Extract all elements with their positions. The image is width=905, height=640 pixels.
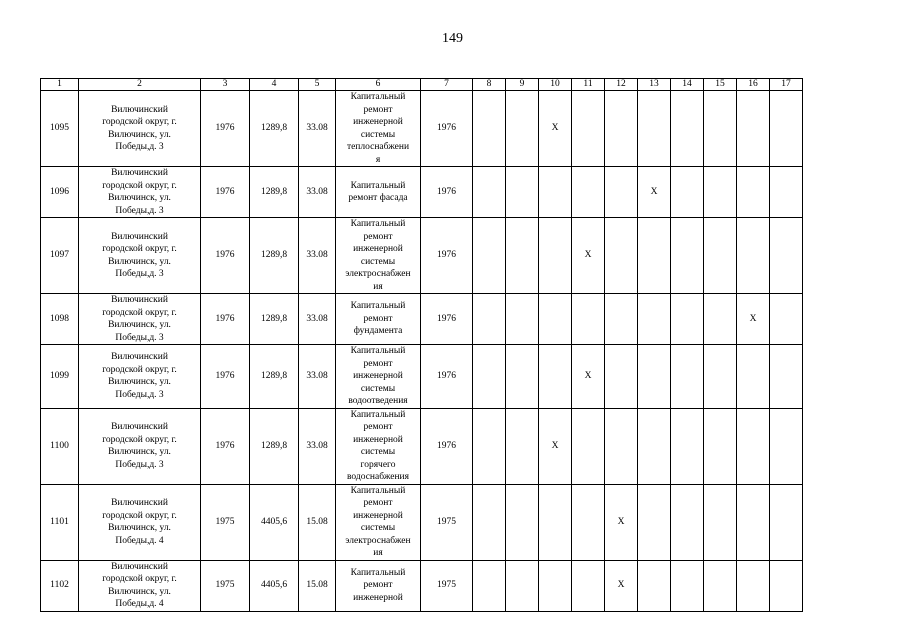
address-cell-line: Вилючинский [111, 104, 168, 115]
work-type-cell-line: теплоснабжени [346, 142, 410, 152]
column-number-row [41, 79, 803, 91]
empty-period-cell [473, 345, 506, 409]
total-area: 1289,8 [250, 294, 299, 345]
work-type-cell-line: Капитальный [350, 567, 406, 578]
column-number-header: 15 [704, 79, 737, 91]
row-number: 1098 [41, 294, 79, 345]
work-type-cell-line: инженерной [353, 434, 403, 445]
empty-period-cell [704, 91, 737, 167]
column-number-header: 9 [506, 79, 539, 91]
address-cell-line: Победы,д. 4 [115, 599, 164, 609]
address-cell-line: Победы,д. 3 [115, 269, 164, 279]
empty-period-cell [671, 91, 704, 167]
empty-period-cell [638, 484, 671, 560]
empty-period-cell [539, 484, 572, 560]
empty-period-cell [506, 167, 539, 218]
work-type-cell-line: горячего [360, 459, 396, 470]
empty-period-cell [638, 294, 671, 345]
address-cell-line: Вилючинский [111, 295, 168, 305]
address-cell-line: Победы,д. 3 [115, 142, 164, 152]
address-cell-line: городской округ, г. [102, 574, 177, 584]
work-type-cell [336, 484, 421, 560]
total-area: 4405,6 [250, 560, 299, 611]
address-cell-line: Вилючинский [111, 352, 168, 363]
column-number-header: 7 [421, 79, 473, 91]
column-number-header: 8 [473, 79, 506, 91]
empty-period-cell [473, 484, 506, 560]
last-repair-year: 1975 [421, 560, 473, 611]
work-type-cell-line: ремонт [363, 358, 393, 369]
empty-period-cell [770, 484, 803, 560]
column-number-header: 14 [671, 79, 704, 91]
address-cell-line: Вилючинский [111, 168, 168, 178]
empty-period-cell [638, 91, 671, 167]
commission-year: 1976 [201, 218, 250, 294]
empty-period-cell [671, 218, 704, 294]
period-mark: X [572, 218, 605, 294]
work-type-cell-line: Капитальный [350, 219, 406, 229]
work-type-cell-line: Капитальный [350, 180, 406, 191]
empty-period-cell [638, 408, 671, 484]
wear-percent: 33.08 [299, 91, 336, 167]
empty-period-cell [605, 218, 638, 294]
column-number-header: 1 [41, 79, 79, 91]
empty-period-cell [572, 484, 605, 560]
empty-period-cell [671, 560, 704, 611]
wear-percent: 33.08 [299, 345, 336, 409]
address-cell [79, 560, 201, 611]
work-type-cell [336, 560, 421, 611]
address-cell-line: Вилючинск, ул. [108, 193, 171, 203]
commission-year: 1976 [201, 91, 250, 167]
commission-year: 1975 [201, 560, 250, 611]
work-type-cell [336, 91, 421, 167]
total-area: 1289,8 [250, 408, 299, 484]
table-row [41, 484, 803, 560]
period-mark: X [539, 91, 572, 167]
address-cell-line: Вилючинский [111, 561, 168, 572]
empty-period-cell [539, 294, 572, 345]
work-type-cell-line: Капитальный [350, 92, 406, 102]
address-cell-line: Вилючинск, ул. [108, 377, 171, 388]
empty-period-cell [473, 218, 506, 294]
row-number: 1095 [41, 91, 79, 167]
work-type-cell-line: ремонт [363, 498, 393, 508]
row-number: 1096 [41, 167, 79, 218]
address-cell-line: Вилючинский [111, 231, 168, 242]
empty-period-cell [539, 167, 572, 218]
work-type-cell [336, 167, 421, 218]
column-number-header: 11 [572, 79, 605, 91]
empty-period-cell [572, 167, 605, 218]
period-mark: X [605, 560, 638, 611]
capital-repair-table [40, 78, 803, 612]
work-type-cell-line: электроснабжен [345, 269, 411, 279]
column-number-header: 13 [638, 79, 671, 91]
work-type-cell-line: ремонт фасада [348, 193, 408, 203]
address-cell-line: Вилючинск, ул. [108, 586, 171, 597]
table-row [41, 167, 803, 218]
last-repair-year: 1976 [421, 345, 473, 409]
work-type-cell-line: инженерной [353, 592, 403, 603]
total-area: 1289,8 [250, 91, 299, 167]
empty-period-cell [473, 560, 506, 611]
address-cell-line: Победы,д. 3 [115, 389, 164, 400]
period-mark: X [638, 167, 671, 218]
page-number: 149 [442, 31, 463, 46]
empty-period-cell [737, 218, 770, 294]
empty-period-cell [506, 484, 539, 560]
work-type-cell-line: Капитальный [350, 485, 406, 496]
empty-period-cell [671, 167, 704, 218]
row-number: 1100 [41, 408, 79, 484]
empty-period-cell [737, 408, 770, 484]
work-type-cell-line: Капитальный [350, 346, 406, 356]
address-cell-line: городской округ, г. [102, 307, 177, 318]
last-repair-year: 1976 [421, 91, 473, 167]
empty-period-cell [704, 408, 737, 484]
period-mark: X [572, 345, 605, 409]
address-cell [79, 294, 201, 345]
work-type-cell-line: ремонт [363, 580, 393, 591]
wear-percent: 33.08 [299, 167, 336, 218]
last-repair-year: 1976 [421, 408, 473, 484]
table-row [41, 91, 803, 167]
table-row [41, 408, 803, 484]
empty-period-cell [473, 167, 506, 218]
work-type-cell-line: водоснабжения [346, 472, 410, 482]
empty-period-cell [671, 408, 704, 484]
empty-period-cell [572, 294, 605, 345]
address-cell-line: городской округ, г. [102, 117, 177, 127]
last-repair-year: 1976 [421, 167, 473, 218]
empty-period-cell [770, 218, 803, 294]
period-mark: X [605, 484, 638, 560]
address-cell-line: Вилючинский [111, 422, 168, 432]
table-row [41, 294, 803, 345]
row-number: 1097 [41, 218, 79, 294]
commission-year: 1976 [201, 294, 250, 345]
address-cell-line: городской округ, г. [102, 364, 177, 375]
empty-period-cell [638, 345, 671, 409]
empty-period-cell [473, 294, 506, 345]
address-cell-line: Победы,д. 4 [115, 535, 164, 546]
column-number-header: 16 [737, 79, 770, 91]
address-cell-line: городской округ, г. [102, 510, 177, 521]
empty-period-cell [671, 294, 704, 345]
empty-period-cell [638, 218, 671, 294]
column-number-header: 3 [201, 79, 250, 91]
column-number-header: 10 [539, 79, 572, 91]
work-type-cell-line: водоотведения [348, 396, 408, 406]
empty-period-cell [770, 91, 803, 167]
empty-period-cell [737, 484, 770, 560]
wear-percent: 15.08 [299, 484, 336, 560]
address-cell [79, 167, 201, 218]
address-cell-line: Вилючинск, ул. [108, 447, 171, 457]
work-type-cell [336, 345, 421, 409]
address-cell-line: Вилючинск, ул. [108, 256, 171, 267]
empty-period-cell [770, 408, 803, 484]
work-type-cell-line: системы [360, 523, 396, 533]
work-type-cell [336, 408, 421, 484]
table-row [41, 560, 803, 611]
work-type-cell-line: ремонт [363, 422, 393, 432]
last-repair-year: 1976 [421, 294, 473, 345]
work-type-cell-line: системы [360, 447, 396, 457]
address-cell [79, 91, 201, 167]
work-type-cell-line: инженерной [353, 117, 403, 127]
empty-period-cell [704, 560, 737, 611]
empty-period-cell [704, 484, 737, 560]
row-number: 1102 [41, 560, 79, 611]
address-cell-line: Вилючинск, ул. [108, 523, 171, 533]
empty-period-cell [737, 345, 770, 409]
total-area: 1289,8 [250, 218, 299, 294]
table-row [41, 218, 803, 294]
empty-period-cell [770, 294, 803, 345]
work-type-cell-line: электроснабжен [345, 535, 411, 546]
empty-period-cell [770, 345, 803, 409]
empty-period-cell [737, 560, 770, 611]
empty-period-cell [737, 167, 770, 218]
empty-period-cell [605, 345, 638, 409]
address-cell-line: Победы,д. 3 [115, 332, 164, 343]
period-mark: X [737, 294, 770, 345]
work-type-cell-line: я [375, 154, 381, 165]
work-type-cell-line: инженерной [353, 510, 403, 521]
empty-period-cell [737, 91, 770, 167]
table-row [41, 345, 803, 409]
work-type-cell-line: инженерной [353, 371, 403, 381]
wear-percent: 33.08 [299, 218, 336, 294]
empty-period-cell [506, 560, 539, 611]
total-area: 4405,6 [250, 484, 299, 560]
address-cell [79, 408, 201, 484]
address-cell [79, 484, 201, 560]
wear-percent: 15.08 [299, 560, 336, 611]
empty-period-cell [605, 294, 638, 345]
address-cell-line: городской округ, г. [102, 434, 177, 445]
wear-percent: 33.08 [299, 408, 336, 484]
address-cell-line: Вилючинск, ул. [108, 129, 171, 140]
period-mark: X [539, 408, 572, 484]
empty-period-cell [671, 484, 704, 560]
work-type-cell-line: ия [373, 548, 383, 558]
empty-period-cell [506, 408, 539, 484]
empty-period-cell [704, 294, 737, 345]
empty-period-cell [638, 560, 671, 611]
column-number-header: 6 [336, 79, 421, 91]
work-type-cell-line: ия [373, 281, 383, 292]
address-cell-line: Вилючинск, ул. [108, 320, 171, 330]
work-type-cell-line: ремонт [363, 104, 393, 115]
empty-period-cell [605, 91, 638, 167]
empty-period-cell [506, 91, 539, 167]
commission-year: 1976 [201, 408, 250, 484]
column-number-header: 5 [299, 79, 336, 91]
empty-period-cell [671, 345, 704, 409]
wear-percent: 33.08 [299, 294, 336, 345]
address-cell [79, 345, 201, 409]
empty-period-cell [539, 218, 572, 294]
empty-period-cell [506, 345, 539, 409]
commission-year: 1975 [201, 484, 250, 560]
work-type-cell-line: ремонт [363, 313, 393, 324]
work-type-cell-line: фундамента [353, 326, 403, 337]
column-number-header: 12 [605, 79, 638, 91]
last-repair-year: 1975 [421, 484, 473, 560]
column-number-header: 4 [250, 79, 299, 91]
empty-period-cell [506, 218, 539, 294]
table-body [41, 79, 803, 612]
empty-period-cell [704, 218, 737, 294]
row-number: 1101 [41, 484, 79, 560]
empty-period-cell [605, 167, 638, 218]
total-area: 1289,8 [250, 345, 299, 409]
address-cell-line: Победы,д. 3 [115, 459, 164, 470]
commission-year: 1976 [201, 167, 250, 218]
empty-period-cell [605, 408, 638, 484]
empty-period-cell [704, 167, 737, 218]
empty-period-cell [770, 560, 803, 611]
empty-period-cell [473, 91, 506, 167]
empty-period-cell [473, 408, 506, 484]
empty-period-cell [572, 91, 605, 167]
address-cell-line: городской округ, г. [102, 244, 177, 254]
empty-period-cell [704, 345, 737, 409]
total-area: 1289,8 [250, 167, 299, 218]
empty-period-cell [539, 560, 572, 611]
address-cell-line: Победы,д. 3 [115, 205, 164, 216]
empty-period-cell [572, 560, 605, 611]
row-number: 1099 [41, 345, 79, 409]
empty-period-cell [572, 408, 605, 484]
address-cell-line: городской округ, г. [102, 180, 177, 191]
work-type-cell [336, 218, 421, 294]
commission-year: 1976 [201, 345, 250, 409]
column-number-header: 17 [770, 79, 803, 91]
empty-period-cell [539, 345, 572, 409]
work-type-cell-line: инженерной [353, 244, 403, 254]
column-number-header: 2 [79, 79, 201, 91]
work-type-cell-line: Капитальный [350, 409, 406, 420]
work-type-cell-line: системы [360, 129, 396, 140]
work-type-cell-line: Капитальный [350, 301, 406, 312]
empty-period-cell [770, 167, 803, 218]
empty-period-cell [506, 294, 539, 345]
last-repair-year: 1976 [421, 218, 473, 294]
address-cell [79, 218, 201, 294]
work-type-cell-line: системы [360, 256, 396, 267]
work-type-cell-line: ремонт [363, 231, 393, 242]
work-type-cell [336, 294, 421, 345]
address-cell-line: Вилючинский [111, 498, 168, 508]
work-type-cell-line: системы [360, 383, 396, 394]
